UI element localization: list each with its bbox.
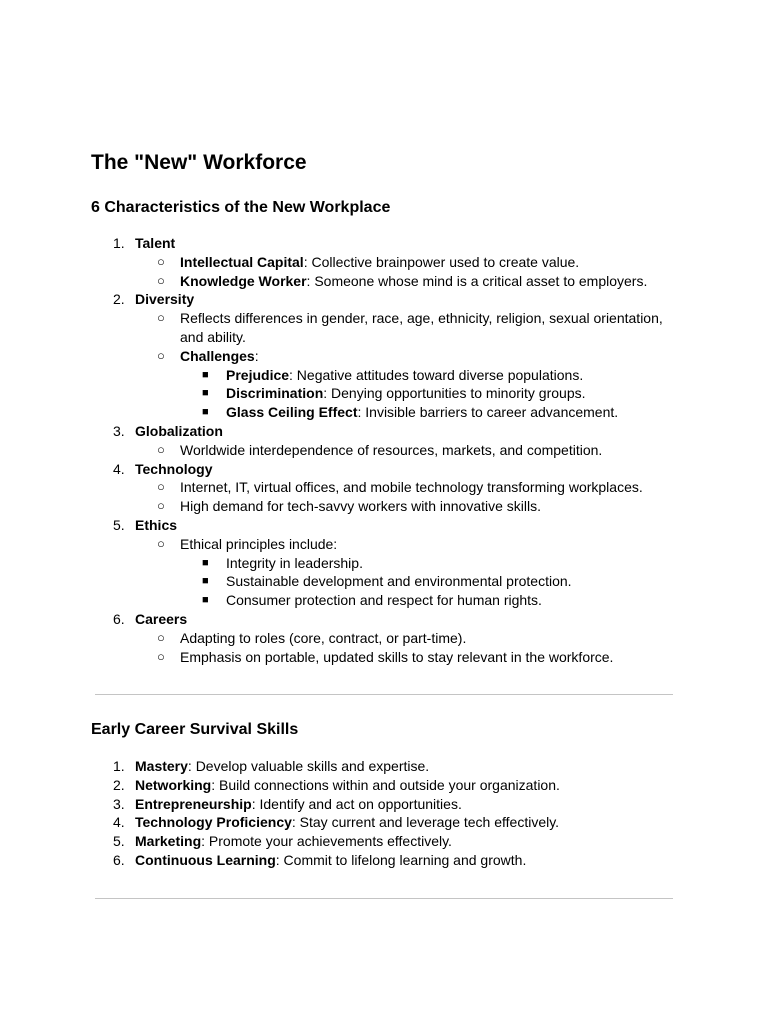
term: Challenges [180,347,255,364]
term: Discrimination [226,385,324,402]
sub-item-text: Internet, IT, virtual offices, and mobile technology transforming workplaces. [180,479,643,496]
section-heading-characteristics: 6 Characteristics of the New Workplace [91,199,391,216]
term: Continuous Learning [135,851,276,868]
item-label: Diversity [135,291,195,308]
sub-list-item [0,347,768,366]
hollow-bullet-icon: ○ [157,648,165,664]
sub-item-text: Emphasis on portable, updated skills to stay relevant in the workforce. [180,648,614,665]
definition: : Stay current and leverage tech effectively. [291,814,560,831]
sub-list-item [0,272,768,291]
definition: : Invisible barriers to career advancement. [357,404,619,421]
sub-item-text: and ability. [180,328,246,345]
sub-sub-list-item [0,591,768,610]
sub-list-item [0,253,768,272]
list-item [0,516,768,535]
list-item [0,795,768,814]
definition: : Develop valuable skills and expertise. [187,758,430,774]
sub-list-item [0,441,768,460]
square-bullet-icon: ■ [202,556,209,569]
term: Networking [135,776,212,793]
item-number: 5. [113,516,125,533]
item-number: 3. [113,795,125,812]
sub-sub-item-text: Sustainable development and environmental protection. [226,573,572,590]
item-number: 4. [113,814,125,831]
item-number: 2. [113,291,125,308]
item-number: 2. [113,776,125,793]
sub-list-item [0,648,768,667]
item-number: 1. [113,235,125,251]
sub-list-item [0,497,768,516]
definition: : Denying opportunities to minority groups. [323,385,586,402]
list-item [0,610,768,629]
list-item [0,460,768,479]
sub-sub-item-text: Integrity in leadership. [226,554,363,571]
definition: : Negative attitudes toward diverse populations. [289,366,584,383]
hollow-bullet-icon: ○ [157,441,165,457]
item-number: 1. [113,758,125,774]
term: Prejudice [226,366,290,383]
survival-skills-list [0,757,768,870]
sub-item-text: Adapting to roles (core, contract, or part-time). [180,629,467,646]
sub-sub-list-item [0,572,768,591]
item-number: 5. [113,833,125,850]
item-label: Talent [135,235,176,251]
list-item [0,851,768,870]
sub-sub-list-item [0,384,768,403]
item-label: Careers [135,610,188,627]
hollow-bullet-icon: ○ [157,535,165,551]
list-item [0,422,768,441]
item-label: Globalization [135,422,223,439]
item-number: 6. [113,610,125,627]
definition: : Collective brainpower used to create value. [303,253,580,270]
term: Marketing [135,833,202,850]
item-label: Technology [135,460,213,477]
list-item [0,290,768,309]
list-item [0,234,768,253]
characteristics-list [0,234,768,666]
section-heading-survival-skills: Early Career Survival Skills [91,721,299,738]
item-number: 6. [113,851,125,868]
hollow-bullet-icon: ○ [157,272,165,288]
hollow-bullet-icon: ○ [157,498,165,514]
term: Intellectual Capital [180,253,304,270]
term: Entrepreneurship [135,795,252,812]
sub-item-text: Worldwide interdependence of resources, markets, and competition. [180,441,603,458]
definition: : Identify and act on opportunities. [251,795,462,812]
hollow-bullet-icon: ○ [157,310,165,326]
hollow-bullet-icon: ○ [157,629,165,645]
definition: : Someone whose mind is a critical asset to employers. [306,272,648,289]
square-bullet-icon: ■ [202,387,209,400]
list-item [0,776,768,795]
sub-sub-list-item [0,554,768,573]
sub-item-text: Reflects differences in gender, race, age, ethnicity, religion, sexual orientation, [180,310,663,327]
sub-list-item-continuation [0,328,768,347]
hollow-bullet-icon: ○ [157,347,165,363]
square-bullet-icon: ■ [202,406,209,419]
page-title: The "New" Workforce [91,151,307,174]
sub-list-item [0,535,768,554]
item-number: 4. [113,460,125,477]
hollow-bullet-icon: ○ [157,479,165,495]
term: Glass Ceiling Effect [226,404,358,421]
square-bullet-icon: ■ [202,594,209,607]
definition: : Promote your achievements effectively. [201,833,452,850]
definition: : Build connections within and outside your organization. [211,776,560,793]
item-label: Ethics [135,516,178,533]
term: Knowledge Worker [180,272,307,289]
square-bullet-icon: ■ [202,575,209,588]
hollow-bullet-icon: ○ [157,253,165,269]
definition: : [254,347,259,364]
item-number: 3. [113,422,125,439]
sub-sub-list-item [0,403,768,422]
square-bullet-icon: ■ [202,368,209,381]
sub-item-text: High demand for tech-savvy workers with innovative skills. [180,498,542,515]
horizontal-divider [95,898,673,899]
sub-list-item [0,629,768,648]
sub-sub-list-item [0,366,768,385]
list-item [0,757,768,776]
definition: : Commit to lifelong learning and growth. [275,851,527,868]
horizontal-divider [95,694,673,695]
list-item [0,832,768,851]
sub-list-item [0,478,768,497]
term: Technology Proficiency [135,814,292,831]
sub-list-item [0,309,768,328]
term: Mastery [135,758,188,774]
sub-item-text: Ethical principles include: [180,535,338,552]
list-item [0,813,768,832]
sub-sub-item-text: Consumer protection and respect for human rights. [226,592,542,609]
